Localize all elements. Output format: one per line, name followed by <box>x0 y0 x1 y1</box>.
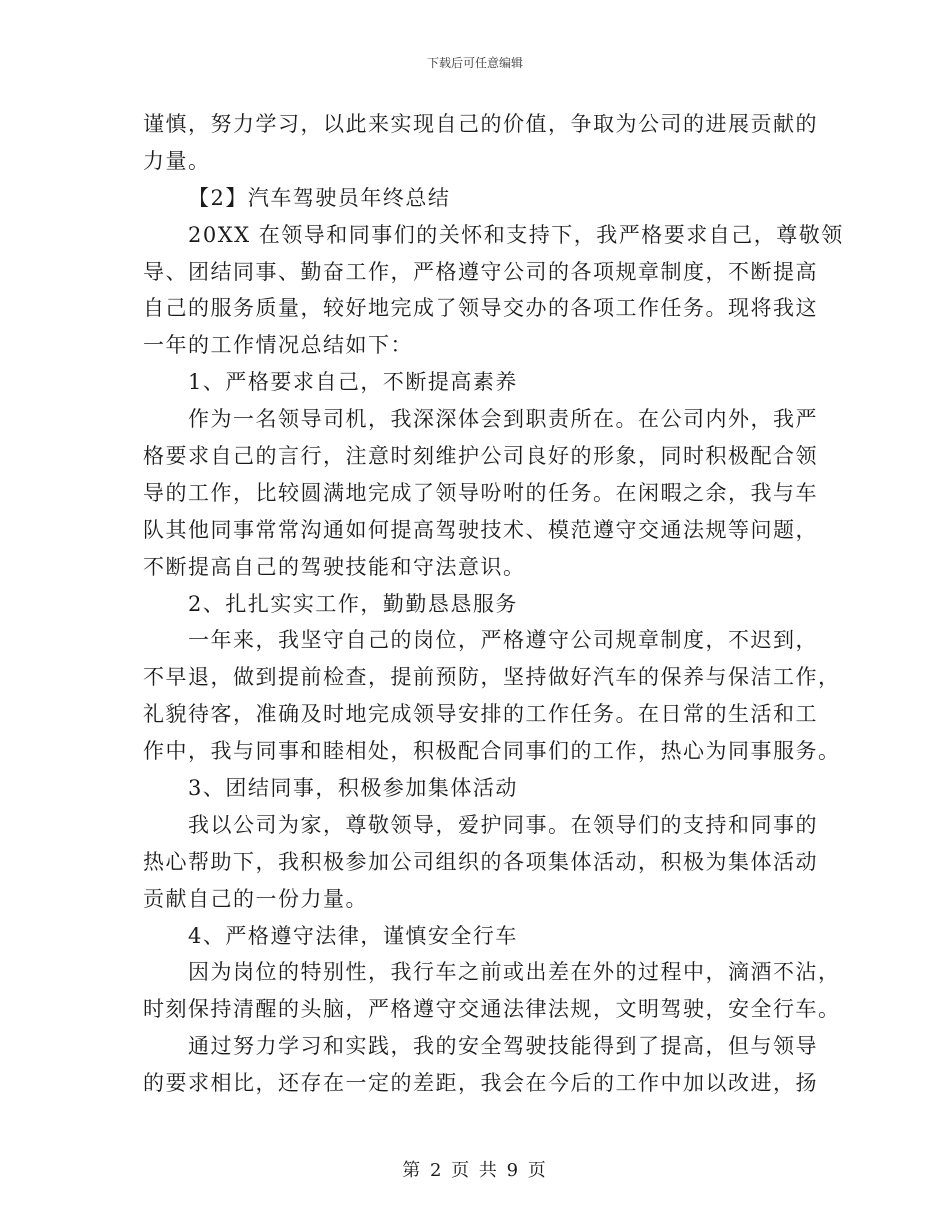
text-line: 一年来，我坚守自己的岗位，严格遵守公司规章制度，不迟到， <box>188 628 818 653</box>
text-line: 导的工作，比较圆满地完成了领导吩咐的任务。在闲暇之余，我与车 <box>143 480 818 505</box>
text-line: 导、团结同事、勤奋工作，严格遵守公司的各项规章制度，不断提高 <box>143 259 818 284</box>
subheading: 2、扎扎实实工作，勤勤恳恳服务 <box>188 591 518 616</box>
text-line: 20XX 在领导和同事们的关怀和支持下，我严格要求自己，尊敬领 <box>188 222 844 247</box>
text-line: 热心帮助下，我积极参加公司组织的各项集体活动，积极为集体活动 <box>143 849 818 874</box>
text-line: 自己的服务质量，较好地完成了领导交办的各项工作任务。现将我这 <box>143 296 818 321</box>
text-line: 因为岗位的特别性，我行车之前或出差在外的过程中，滴酒不沾， <box>188 960 841 985</box>
text-line: 不断提高自己的驾驶技能和守法意识。 <box>143 554 526 579</box>
section-title: 【2】汽车驾驶员年终总结 <box>188 185 451 210</box>
text-line: 一年的工作情况总结如下： <box>143 333 413 358</box>
text-line: 时刻保持清醒的头脑，严格遵守交通法律法规，文明驾驶，安全行车。 <box>143 997 841 1022</box>
page-header-note: 下载后可任意编辑 <box>426 56 523 70</box>
text-line: 通过努力学习和实践，我的安全驾驶技能得到了提高，但与领导 <box>188 1034 818 1059</box>
text-line: 格要求自己的言行，注意时刻维护公司良好的形象，同时积极配合领 <box>143 444 818 469</box>
subheading: 4、严格遵守法律，谨慎安全行车 <box>188 923 518 948</box>
text-line: 队其他同事常常沟通如何提高驾驶技术、模范遵守交通法规等问题， <box>143 517 818 542</box>
subheading: 3、团结同事，积极参加集体活动 <box>188 776 518 801</box>
text-line: 作为一名领导司机，我深深体会到职责所在。在公司内外，我严 <box>188 407 818 432</box>
text-line: 力量。 <box>143 148 211 173</box>
text-line: 的要求相比，还存在一定的差距，我会在今后的工作中加以改进，扬 <box>143 1071 818 1096</box>
text-line: 作中，我与同事和睦相处，积极配合同事们的工作，热心为同事服务。 <box>143 739 841 764</box>
text-line: 不早退，做到提前检查，提前预防，坚持做好汽车的保养与保洁工作， <box>143 665 841 690</box>
page-number: 第 2 页 共 9 页 <box>402 1160 548 1181</box>
document-body <box>143 106 844 1102</box>
text-line: 我以公司为家，尊敬领导，爱护同事。在领导们的支持和同事的 <box>188 812 818 837</box>
text-line: 礼貌待客，准确及时地完成领导安排的工作任务。在日常的生活和工 <box>143 702 818 727</box>
text-line: 贡献自己的一份力量。 <box>143 886 368 911</box>
subheading: 1、严格要求自己，不断提高素养 <box>188 370 518 395</box>
text-line: 谨慎，努力学习，以此来实现自己的价值，争取为公司的进展贡献的 <box>143 112 818 136</box>
